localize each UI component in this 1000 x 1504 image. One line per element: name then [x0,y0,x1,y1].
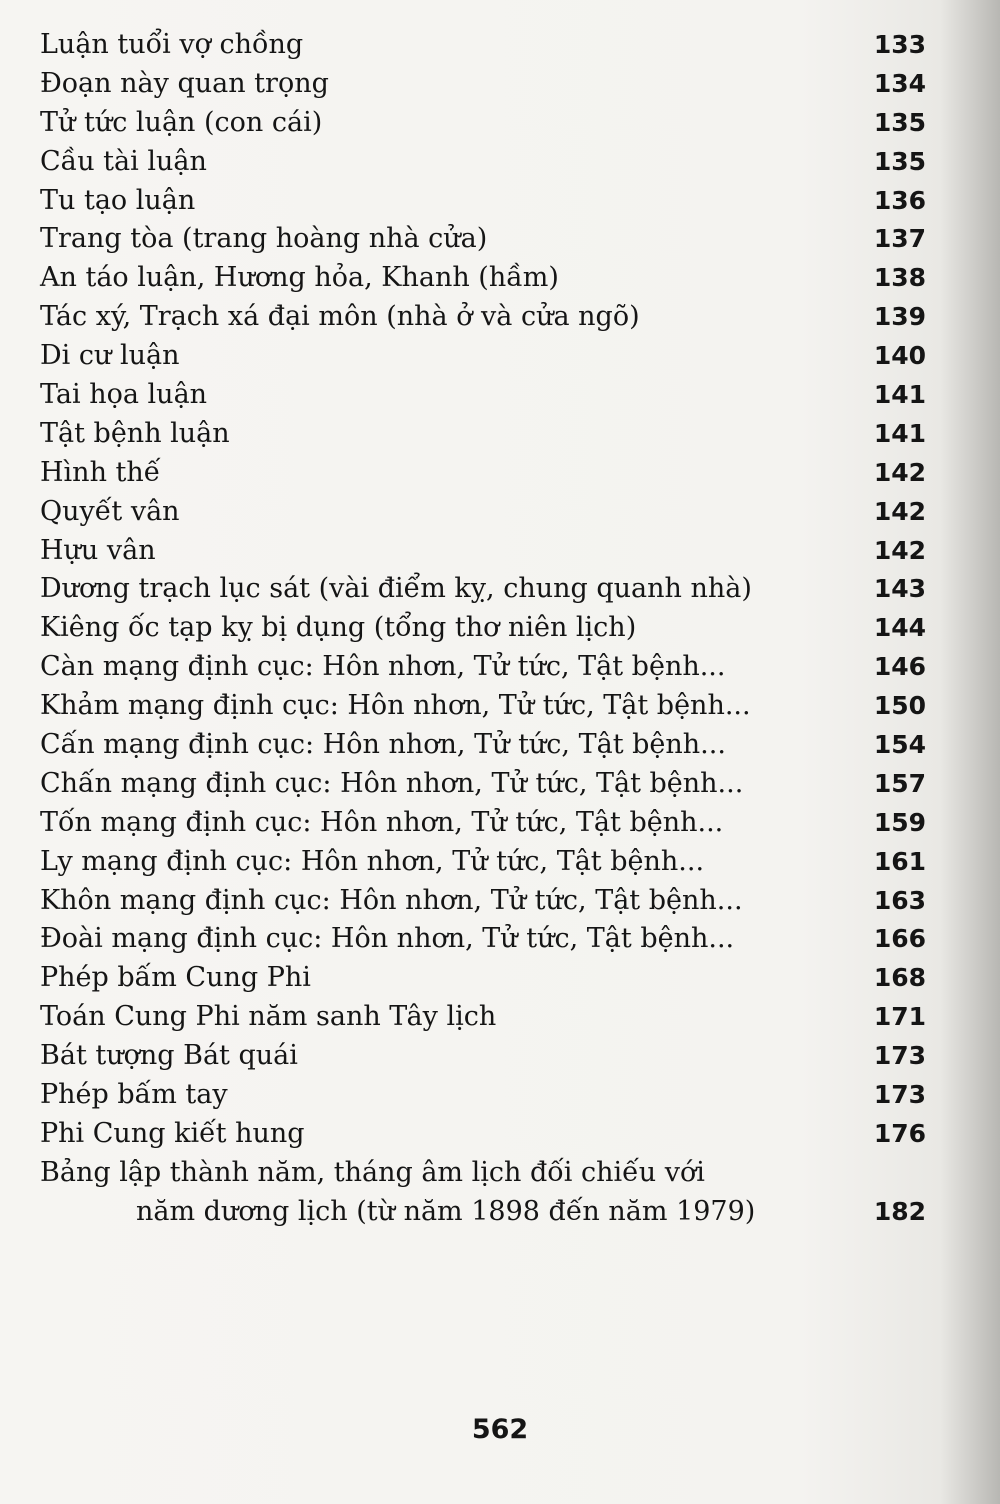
toc-entry [40,415,926,454]
toc-entry-title: Tai họa luận [40,379,208,411]
toc-entry [40,648,926,687]
toc-entry [40,570,926,609]
toc-entry-page-number: 173 [873,1080,926,1110]
toc-entry-page-number: 176 [873,1118,926,1148]
toc-entry-page-number: 143 [873,574,926,604]
toc-entry [40,843,926,882]
toc-entry [40,609,926,648]
toc-entry-page-number: 141 [873,418,926,448]
toc-entry-page-number: 133 [873,30,926,59]
toc-entry-page-number: 163 [873,885,926,915]
toc-entry [40,104,926,143]
toc-entry-page-number: 157 [873,768,926,798]
toc-entry-title: Di cư luận [40,340,180,372]
toc-entry-title: Phép bấm tay [40,1079,228,1111]
toc-entry-last-line2 [40,1193,926,1232]
toc-entry [40,804,926,843]
toc-entry-title: Tu tạo luận [40,184,196,216]
toc-entry-title: Trang tòa (trang hoàng nhà cửa) [40,223,488,255]
toc-entry-page-number: 135 [873,107,926,137]
toc-entry-title: Hình thế [40,456,161,488]
toc-entry [40,959,926,998]
toc-entry-title: Toán Cung Phi năm sanh Tây lịch [40,1001,497,1033]
toc-entry [40,298,926,337]
toc-entry-page-number: 182 [873,1196,926,1226]
toc-entry [40,1037,926,1076]
toc-entry-page-number: 142 [873,535,926,565]
toc-entry-title: Đoài mạng định cục: Hôn nhơn, Tử tức, Tật bệnh... [40,923,735,955]
toc-entry-page-number: 139 [873,302,926,332]
toc-entry [40,882,926,921]
toc-entry [40,1076,926,1115]
toc-entry-title: Luận tuổi vợ chồng [40,29,304,60]
toc-entry-title: Càn mạng định cục: Hôn nhơn, Tử tức, Tật bệnh... [40,651,726,683]
toc-entry-title: Tật bệnh luận [40,417,230,449]
toc-entry-title: Khảm mạng định cục: Hôn nhơn, Tử tức, Tật bệnh... [40,690,751,722]
toc-entry-title: Kiêng ốc tạp kỵ bị dụng (tổng thơ niên lịch) [40,612,637,644]
toc-entry-title: Bát tượng Bát quái [40,1040,298,1072]
table-of-contents [40,26,926,1232]
toc-entry [40,376,926,415]
toc-entry [40,65,926,104]
toc-entry-title: Phép bấm Cung Phi [40,962,311,994]
toc-entry-page-number: 138 [873,263,926,293]
toc-entry-page-number: 146 [873,652,926,682]
toc-entry-page-number: 136 [873,185,926,215]
toc-entry [40,26,926,65]
toc-entry-title: Khôn mạng định cục: Hôn nhơn, Tử tức, Tật bệnh... [40,884,743,916]
toc-entry-page-number: 154 [873,730,926,760]
toc-entry-page-number: 171 [873,1002,926,1032]
toc-entry-page-number: 135 [873,146,926,176]
toc-entry-page-number: 137 [873,224,926,254]
toc-entry-title: Phi Cung kiết hung [40,1117,305,1149]
toc-entry [40,143,926,182]
toc-entry-title: Tác xý, Trạch xá đại môn (nhà ở và cửa ngõ) [40,301,640,333]
toc-entry [40,1115,926,1154]
toc-entry [40,182,926,221]
toc-entry-page-number: 142 [873,457,926,487]
toc-entry [40,726,926,765]
toc-entry-title: Cầu tài luận [40,145,207,177]
toc-entry-page-number: 166 [873,924,926,954]
toc-entry-page-number: 141 [873,380,926,410]
toc-entry [40,493,926,532]
toc-entry-title: Cấn mạng định cục: Hôn nhơn, Tử tức, Tật bệnh... [40,729,726,761]
toc-entry-page-number: 173 [873,1041,926,1071]
toc-entry [40,687,926,726]
toc-entry-title: Hựu vân [40,534,156,566]
page-number: 562 [471,1414,529,1445]
toc-entries [40,26,926,1154]
toc-entry-title: Tử tức luận (con cái) [40,106,323,138]
toc-entry-page-number: 140 [873,341,926,371]
toc-entry-page-number: 144 [873,613,926,643]
toc-entry [40,337,926,376]
toc-entry [40,998,926,1037]
toc-entry [40,259,926,298]
toc-entry [40,220,926,259]
toc-entry-title: Quyết vân [40,495,180,527]
toc-entry-page-number: 161 [873,846,926,876]
toc-entry-page-number: 159 [873,807,926,837]
toc-entry-title: Tốn mạng định cục: Hôn nhơn, Tử tức, Tật bệnh... [40,806,724,838]
toc-entry-title-continued: năm dương lịch (từ năm 1898 đến năm 1979) [136,1195,756,1227]
toc-entry-page-number: 168 [873,963,926,993]
toc-entry-title: An táo luận, Hương hỏa, Khanh (hầm) [40,262,559,294]
toc-entry [40,532,926,571]
toc-entry [40,765,926,804]
toc-entry-title: Dương trạch lục sát (vài điểm kỵ, chung quanh nhà) [40,573,752,605]
toc-entry-title: Bảng lập thành năm, tháng âm lịch đối chiếu với [40,1156,705,1188]
toc-entry-page-number: 134 [873,68,926,98]
toc-entry-title: Đoạn này quan trọng [40,67,329,99]
toc-entry-page-number: 142 [873,496,926,526]
toc-entry-last-line1 [40,1154,926,1193]
toc-entry [40,920,926,959]
toc-entry [40,454,926,493]
toc-entry-title: Chấn mạng định cục: Hôn nhơn, Tử tức, Tật bệnh... [40,767,744,799]
toc-entry-title: Ly mạng định cục: Hôn nhơn, Tử tức, Tật bệnh... [40,845,705,877]
toc-entry-page-number: 150 [873,691,926,721]
